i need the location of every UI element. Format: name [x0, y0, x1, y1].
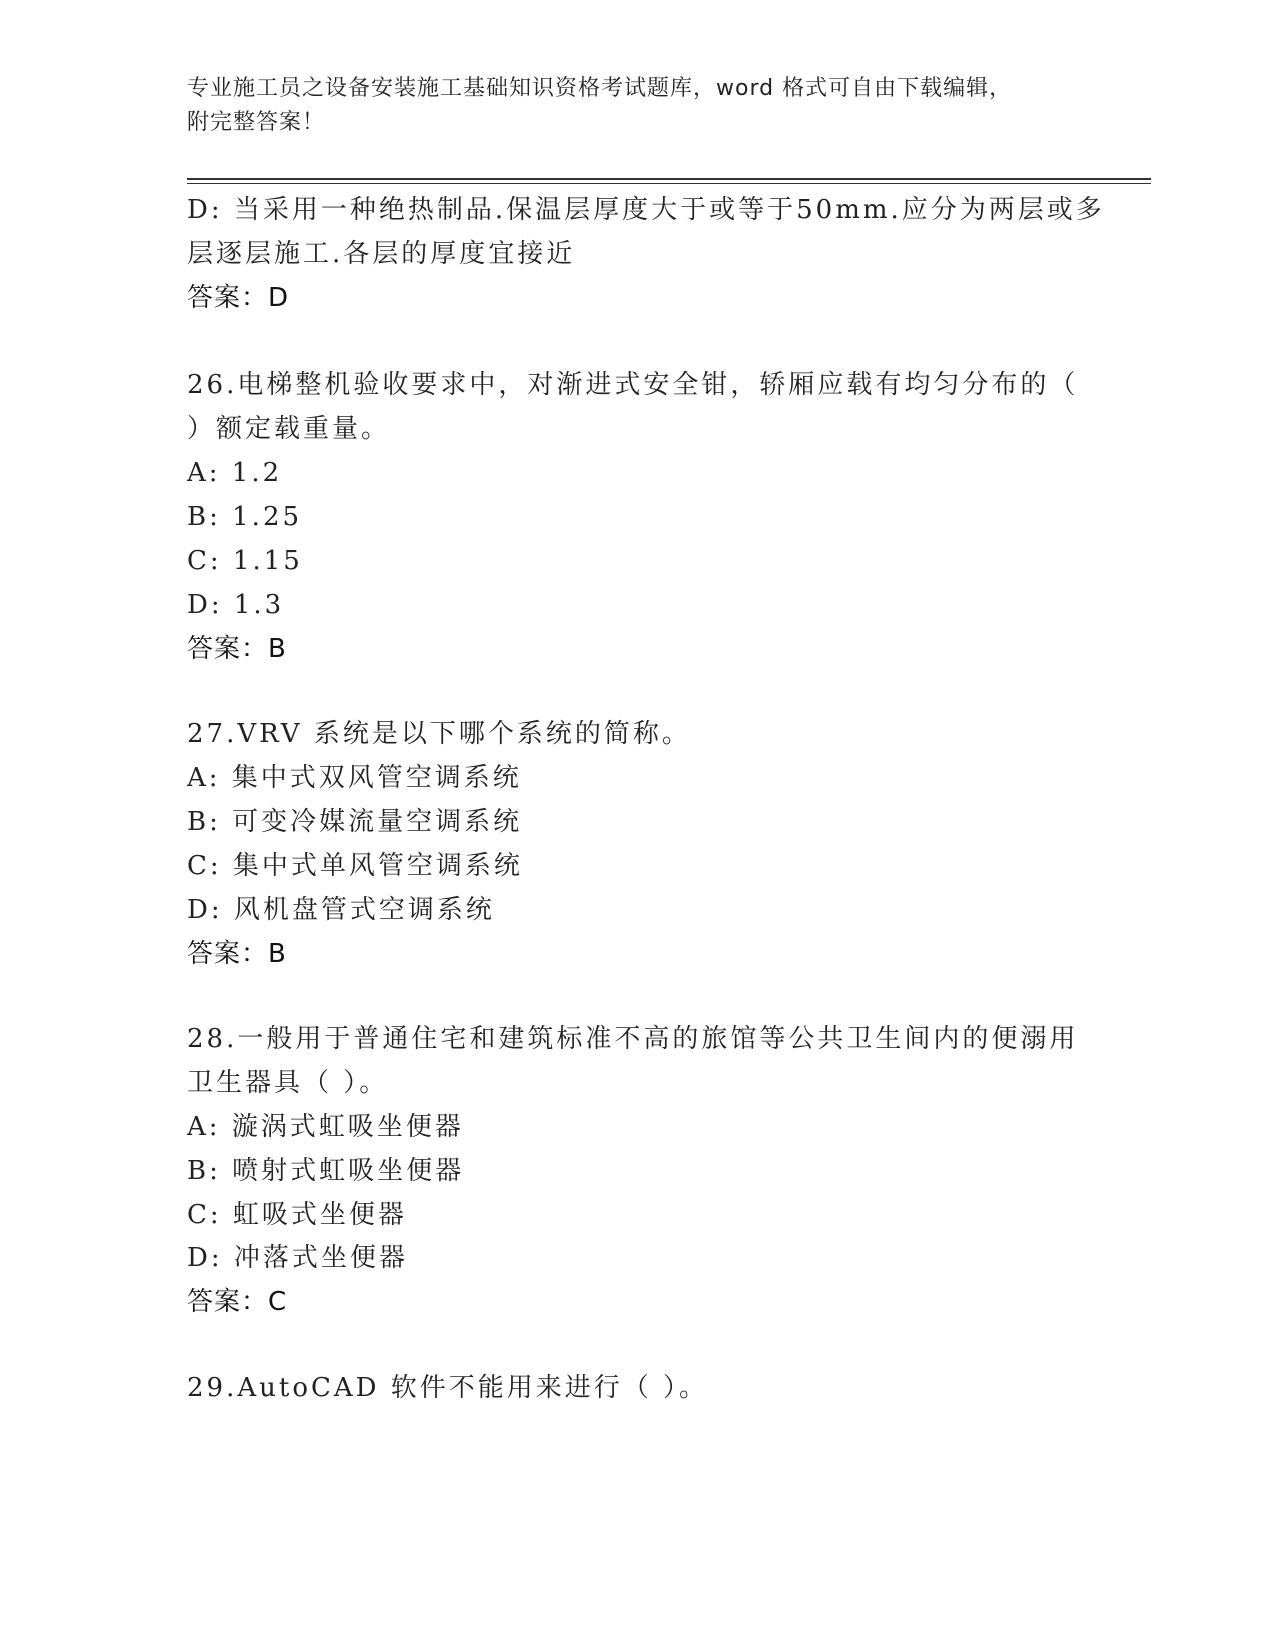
q26-option-d: D: 1.3: [187, 590, 285, 620]
q28-option-c: C: 虹吸式坐便器: [187, 1200, 407, 1230]
q26-option-b: B: 1.25: [187, 502, 303, 532]
q27-option-c: C: 集中式单风管空调系统: [187, 851, 523, 881]
q28-option-b: B: 喷射式虹吸坐便器: [187, 1156, 465, 1186]
q28-option-a: A: 漩涡式虹吸坐便器: [187, 1112, 464, 1142]
q27-option-d: D: 风机盘管式空调系统: [187, 895, 495, 925]
q29-stem: 29.AutoCAD 软件不能用来进行（ ）。: [187, 1373, 709, 1403]
q25-option-d-line-1: D: 当采用一种绝热制品.保温层厚度大于或等于50mm.应分为两层或多: [187, 195, 1105, 225]
header-rule-thin: [187, 183, 1151, 184]
q27-option-b: B: 可变冷媒流量空调系统: [187, 807, 523, 837]
q27-answer: 答案：B: [187, 939, 287, 969]
q28-stem-line-1: 28.一般用于普通住宅和建筑标准不高的旅馆等公共卫生间内的便溺用: [187, 1024, 1079, 1054]
q25-option-d-line-2: 层逐层施工.各层的厚度宜接近: [187, 239, 576, 269]
q25-answer: 答案：D: [187, 283, 290, 313]
q26-option-c: C: 1.15: [187, 546, 303, 576]
q26-stem-line-1: 26.电梯整机验收要求中，对渐进式安全钳，轿厢应载有均匀分布的（: [187, 370, 1079, 400]
q26-option-a: A: 1.2: [187, 458, 283, 488]
header-line-2: 附完整答案！: [187, 110, 326, 135]
q28-option-d: D: 冲落式坐便器: [187, 1243, 408, 1273]
q27-option-a: A: 集中式双风管空调系统: [187, 763, 522, 793]
page-header: [187, 72, 1067, 140]
q28-stem-line-2: 卫生器具（ ）。: [187, 1068, 389, 1098]
q26-stem-line-2: ）额定载重量。: [187, 414, 391, 444]
q27-stem: 27.VRV 系统是以下哪个系统的简称。: [187, 719, 691, 749]
q26-answer: 答案：B: [187, 634, 287, 664]
q28-answer: 答案：C: [187, 1287, 288, 1317]
header-line-1: 专业施工员之设备安装施工基础知识资格考试题库，word 格式可自由下载编辑，: [187, 76, 1013, 101]
header-rule-thick: [187, 178, 1151, 180]
